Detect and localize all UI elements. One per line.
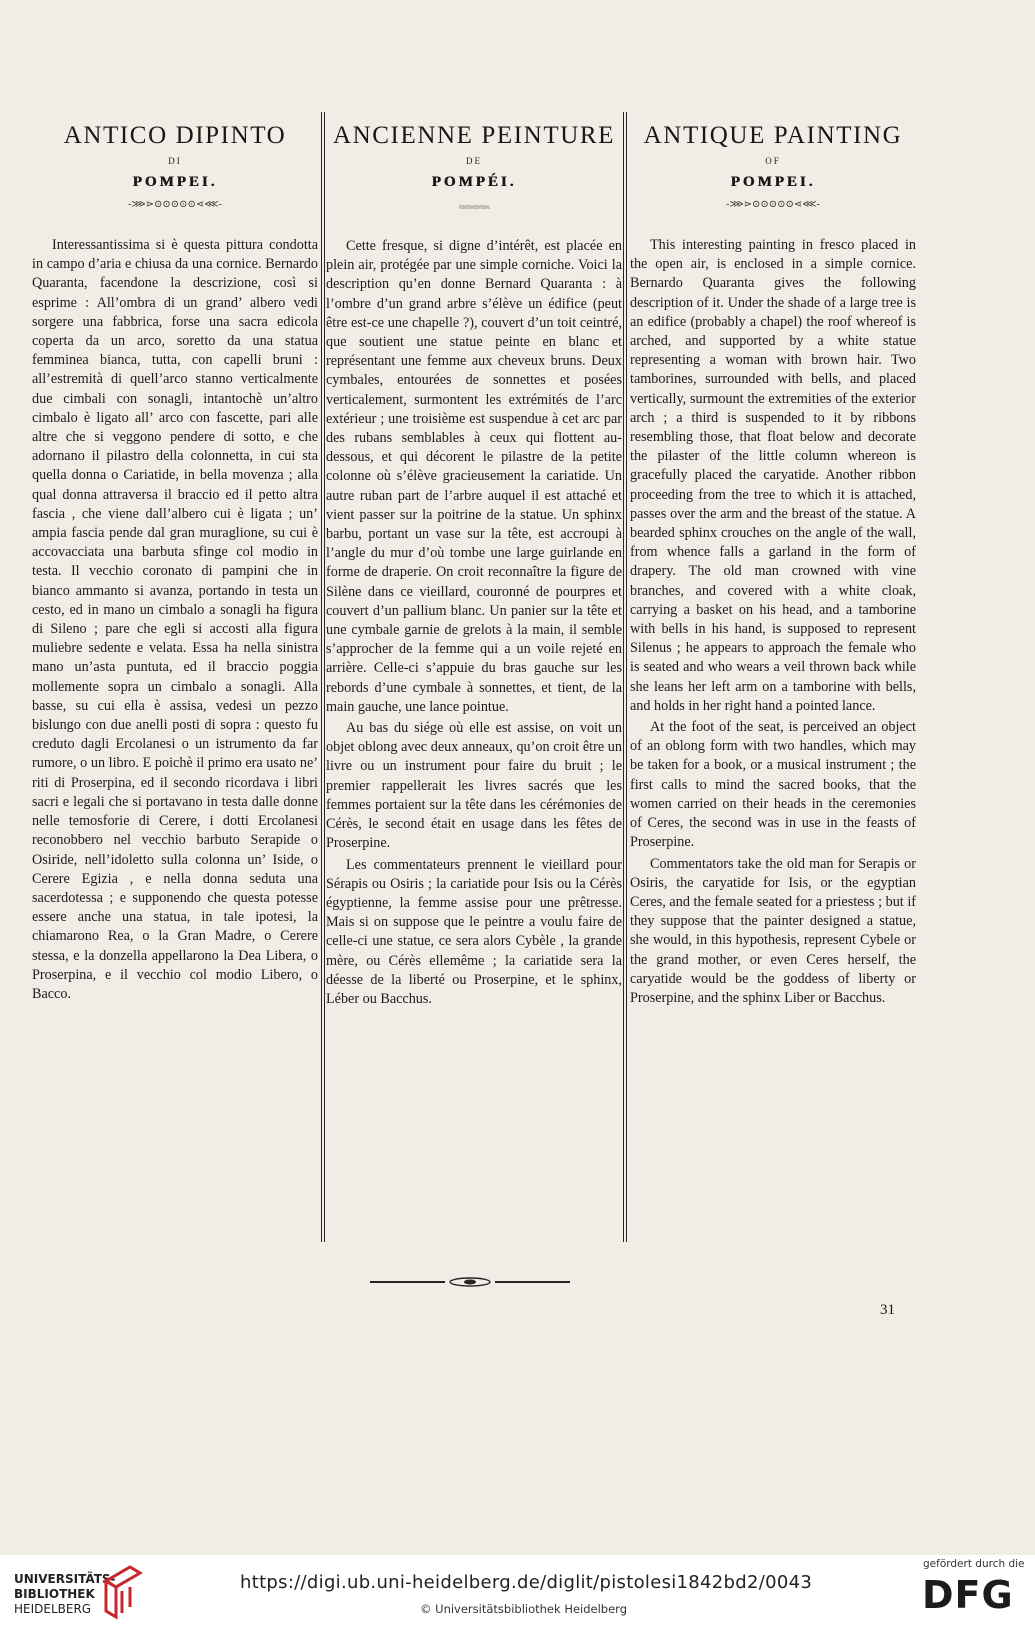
french-place: POMPÉI. bbox=[431, 174, 517, 190]
french-column bbox=[324, 112, 624, 1562]
french-paragraph-3: Les commentateurs prennent le vieillard pour Sérapis ou Osiris ; la cariatide pour Isis ou la Cérès égyptienne, la femme assise pour une prêtresse. Mais si on suppose que le peintre a voulu faire de celle-ci une statue, ce sera alors Cybèle , la grande mère, ou Cérès ellemême ; la cariatide sera la déesse de la liberté ou Proserpine, et le sphinx, Léber ou Bacchus. bbox=[326, 856, 622, 1007]
french-text bbox=[324, 237, 624, 1009]
english-paragraph-1: This interesting painting in fresco placed in the open air, is enclosed in a simple cornice. Bernardo Quaranta gives the following description of it. Under the shade of a large tree is an edifice (probably a chapel) the roof whereof is arched, and supported by a white statue representing a woman with brown hair. Two tamborines, surrounded with bells, and placed vertically, surmount the extremities of the exterior arch ; a third is suspended to it by ribbons resembling those, that float below and decorate the pilaster of the little column whereon is gracefully placed the caryatide. Another ribbon proceeding from the tree to which it is attached, passes over the arm and the breast of the statue. A bearded sphinx crouches on the angle of the wall, from whence falls a garland in the form of drapery. The old man crowned with vine branches, and covered with a white cloak, carrying a basket on his head, and a tamborine with bells in his hand, is supposed to represent Silenus ; he appears to approach the female who is seated and who wears a veil thrown back while she leans her left arm on a tamborine with bells, and holds in her right hand a pointed lance. bbox=[630, 237, 916, 714]
english-title: ANTIQUE PAINTING bbox=[643, 122, 903, 149]
closing-ornament bbox=[370, 1275, 570, 1289]
ornament-divider: -⋙⋗⊙⊙⊙⊙⊙⋖⋘- bbox=[128, 199, 222, 210]
italian-place: POMPEI. bbox=[132, 174, 218, 190]
english-place: POMPEI. bbox=[730, 174, 816, 190]
english-paragraph-3: Commentators take the old man for Serapis or Osiris, the caryatide for Isis, or the egyptian Ceres, and the female seated for a priestess ; but if they suppose that the painter designed a statue, she would, in this hypothesis, represent Cybele or the grand mother, or even Ceres herself, the caryatide would be the goddess of liberty or Proserpine, and the sphinx Liber or Bacchus. bbox=[630, 855, 916, 1006]
library-line-3: HEIDELBERG bbox=[14, 1602, 92, 1616]
page-url-link[interactable]: https://digi.ub.uni-heidelberg.de/diglit/pistolesi1842bd2/0043 bbox=[240, 1572, 813, 1593]
italian-preposition: DI bbox=[168, 156, 182, 166]
ornament-line-right bbox=[495, 1281, 570, 1283]
french-title: ANCIENNE PEINTURE bbox=[332, 122, 616, 149]
italian-text bbox=[30, 236, 320, 1004]
ornament-line-left bbox=[370, 1281, 445, 1283]
digitization-footer bbox=[0, 1555, 1035, 1628]
english-text bbox=[628, 236, 918, 1008]
funding-label: gefördert durch die bbox=[923, 1558, 1025, 1570]
library-line-2: BIBLIOTHEK bbox=[14, 1587, 95, 1601]
english-preposition: OF bbox=[765, 156, 781, 166]
english-column bbox=[628, 112, 918, 1562]
ornament-divider: \\\\\\\\\\\\\\\\\\\\\\\\\\ bbox=[458, 205, 490, 211]
library-line-1: UNIVERSITÄTS- bbox=[14, 1572, 116, 1586]
library-logo-icon bbox=[100, 1561, 144, 1621]
italian-title: ANTICO DIPINTO bbox=[63, 122, 287, 149]
ornament-divider: -⋙⋗⊙⊙⊙⊙⊙⋖⋘- bbox=[726, 199, 820, 210]
english-paragraph-2: At the foot of the seat, is perceived an object of an oblong form with two handles, which may be taken for a book, or a musical instrument ; the first calls to mind the sacred books, that the women carried on their heads in the ceremonies of Ceres, the second was in use in the feasts of Proserpine. bbox=[630, 719, 916, 851]
italian-column bbox=[30, 112, 320, 1562]
ornament-center-icon bbox=[448, 1275, 492, 1289]
dfg-logo: DFG bbox=[922, 1573, 1014, 1617]
french-paragraph-2: Au bas du siége où elle est assise, on voit un objet oblong avec deux anneaux, qu’on croit être un livre ou un instrument pour faire du bruit ; le premier rappellerait les livres sacrés que les femmes portaient sur la tête dans les cérémonies de Cérès, le second était en usage dans les fêtes de Proserpine. bbox=[326, 720, 622, 852]
french-paragraph-1: Cette fresque, si digne d’intérêt, est placée en plein air, protégée par une simple corniche. Voici la description qu’en donne Bernard Quaranta : à l’ombre d’un grand arbre s’élève un édifice (peut être est-ce une chapelle ?), couvert d’un toit ceintré, que soutient une statue peinte en blanc et représentant une femme aux cheveux bruns. Deux cymbales, entourées de sonnettes et posées verticalement, surmontent les extrémités de l’arc extérieur ; une troisième est suspendue à cet arc par des rubans semblables à ceux qui flottent au-dessous, et qui décorent le pilastre de la petite colonne où s’élève gracieusement la cariatide. Un autre ruban part de l’arbre auquel il est attaché et vient passer sur la poitrine de la statue. Un sphinx barbu, portant un vase sur la tête, est accroupi à l’angle du mur d’où tombe une large guirlande en forme de draperie. On croit reconnaître la figure de Silène dans ce vieillard, couronné de pourpres et couvert d’un pallium blanc. Un panier sur la tête et une cymbale garnie de grelots à la main, il semble s’approcher de la femme qui a un voile rejeté en arrière. Celle-ci s’appuie du bras gauche sur les rebords d’une cymbale à sonnettes, et tient, de la main gauche, une lance pointue. bbox=[326, 238, 622, 715]
italian-paragraph-1: Interessantissima si è questa pittura condotta in campo d’aria e chiusa da una cornice. Bernardo Quaranta, facendone la descrizione, così si esprime : All’ombra di un grand’ albero vedi sorgere una fabbrica, forse una sacra edicola coperta da un arco, soretto da una statua femminea bianca, tutta, con capelli bruni : all’estremità di quell’arco stanno verticalmente due cimbali con sonagli, intantochè un’altro cimbalo è ligato all’ arco con fascette, pari alle altre che si veggono pendere di sotto, e che adornano il pilastro della colonnetta, in cui sta quella donna o Cariatide, in bella movenza ; alla qual donna attraversa il braccio ed il petto altra fascia , che viene dall’albero cui è ligata ; un’ ampia fascia pende dal gran muraglione, su cui è accovacciata una barbuta sfinge col modio in testa. Il vecchio coronato di pampini che in bianco ammanto si avanza, portando in testa un cesto, ed in mano un cimbalo a sonagli ha figura di Sileno ; pare che egli si accosti alla figura muliebre sedente e velata. Essa ha nella sinistra mano un’asta puntuta, ed il braccio poggia mollemente sopra un cimbalo a sonagli. Alla basse, su cui ella è assisa, vedesi un pezzo bislungo con due anelli posti di sopra : questo fu creduto dagli Ercolanesi o un istrumento da far rumore, o un libro. E poichè il primo era usato ne’ riti di Proserpina, ed il secondo ricordava i libri sacri e legali che si portavano in testa dalle donne nelle temosforie di Cerere, i dotti Ercolanesi reconobbero nel vecchio barbuto Serapide o Osiride, nell’idoletto sulla colonna un’ Iside, o Cerere Egizia , e nella donna seduta una sacerdotessa ; e supponendo che questa potesse essere anche una statua, in tale ipotesi, la chiamarono Rea, o la Gran Madre, o Cerere stessa, e la donzella appellarono la Dea Libera, o Proserpina, e il vecchio col modio Libero, o Bacco. bbox=[32, 237, 318, 1002]
french-preposition: DE bbox=[466, 156, 482, 166]
copyright-notice: © Universitätsbibliothek Heidelberg bbox=[420, 1602, 628, 1616]
page-number: 31 bbox=[880, 1302, 895, 1318]
